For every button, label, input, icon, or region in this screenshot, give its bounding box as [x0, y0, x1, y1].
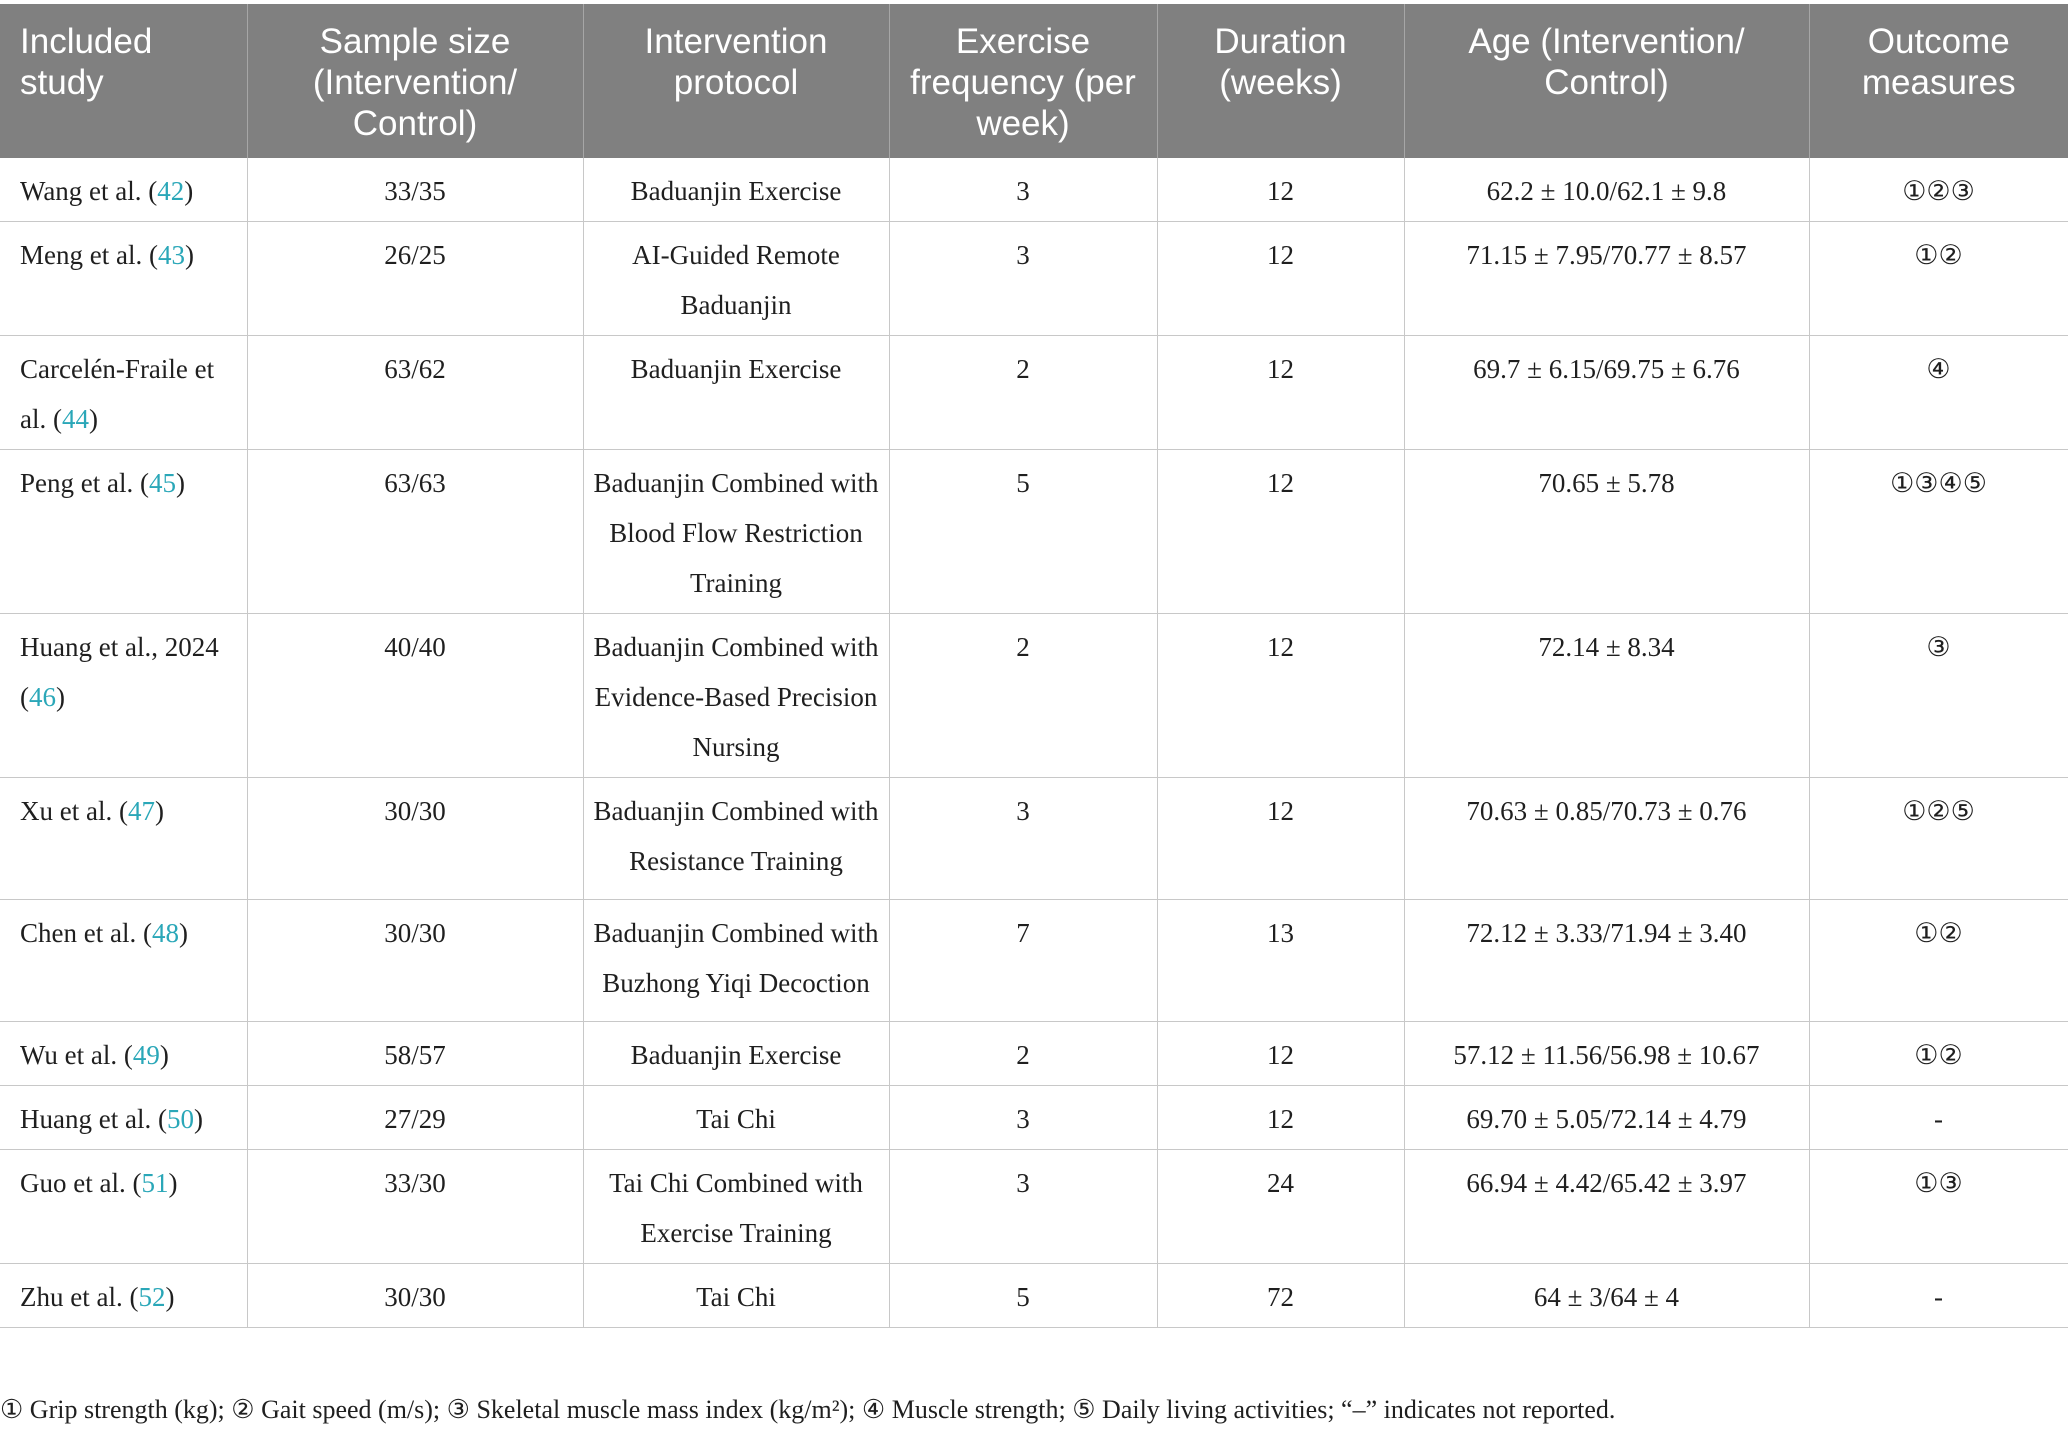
cell-duration: 72 — [1157, 1264, 1404, 1328]
cell-sample-size: 27/29 — [247, 1086, 583, 1150]
cell-age: 69.70 ± 5.05/72.14 ± 4.79 — [1404, 1086, 1809, 1150]
cell-age: 64 ± 3/64 ± 4 — [1404, 1264, 1809, 1328]
study-name: Guo et al. — [20, 1168, 126, 1198]
ref-close-paren: ) — [165, 1282, 175, 1312]
cell-sample-size: 30/30 — [247, 1264, 583, 1328]
reference-link[interactable]: 47 — [127, 796, 155, 826]
cell-exercise-frequency: 3 — [889, 1150, 1157, 1264]
cell-sample-size: 26/25 — [247, 222, 583, 336]
cell-duration: 12 — [1157, 1086, 1404, 1150]
ref-close-paren: ) — [89, 404, 98, 434]
header-duration: Duration (weeks) — [1157, 4, 1404, 158]
cell-sample-size: 30/30 — [247, 778, 583, 900]
cell-age: 62.2 ± 10.0/62.1 ± 9.8 — [1404, 158, 1809, 222]
ref-open-paren: ( — [117, 1040, 133, 1070]
cell-duration: 24 — [1157, 1150, 1404, 1264]
reference-link[interactable]: 48 — [151, 918, 179, 948]
ref-open-paren: ( — [112, 796, 128, 826]
cell-age: 69.7 ± 6.15/69.75 ± 6.76 — [1404, 336, 1809, 450]
study-name: Wu et al. — [20, 1040, 118, 1070]
cell-exercise-frequency: 2 — [889, 1022, 1157, 1086]
cell-intervention-protocol: Baduanjin Combined with Buzhong Yiqi Decoction — [583, 900, 889, 1022]
header-intervention-protocol: Intervention protocol — [583, 4, 889, 158]
cell-age: 70.63 ± 0.85/70.73 ± 0.76 — [1404, 778, 1809, 900]
cell-included-study — [0, 778, 247, 900]
cell-exercise-frequency: 3 — [889, 1086, 1157, 1150]
reference-link[interactable]: 50 — [166, 1104, 194, 1134]
ref-open-paren: ( — [136, 918, 152, 948]
cell-duration: 12 — [1157, 450, 1404, 614]
cell-age: 72.14 ± 8.34 — [1404, 614, 1809, 778]
cell-included-study — [0, 450, 247, 614]
table-body — [0, 158, 2068, 1328]
cell-intervention-protocol: Baduanjin Exercise — [583, 1022, 889, 1086]
study-name: Xu et al. — [20, 796, 113, 826]
table-row — [0, 158, 2068, 222]
cell-included-study — [0, 614, 247, 778]
cell-intervention-protocol: Baduanjin Combined with Resistance Training — [583, 778, 889, 900]
cell-intervention-protocol: Tai Chi — [583, 1264, 889, 1328]
cell-outcome-measures: - — [1809, 1086, 2068, 1150]
table-row — [0, 900, 2068, 1022]
ref-open-paren: ( — [122, 1282, 139, 1312]
cell-sample-size: 33/30 — [247, 1150, 583, 1264]
cell-exercise-frequency: 3 — [889, 158, 1157, 222]
cell-included-study — [0, 222, 247, 336]
table-row — [0, 1150, 2068, 1264]
ref-open-paren: ( — [142, 240, 158, 270]
cell-included-study — [0, 900, 247, 1022]
cell-age: 66.94 ± 4.42/65.42 ± 3.97 — [1404, 1150, 1809, 1264]
ref-close-paren: ) — [56, 682, 65, 712]
study-name: Huang et al., 2024 — [20, 632, 219, 662]
cell-outcome-measures: ①③ — [1809, 1150, 2068, 1264]
cell-included-study — [0, 1264, 247, 1328]
table-row — [0, 336, 2068, 450]
cell-exercise-frequency: 5 — [889, 450, 1157, 614]
cell-included-study — [0, 1086, 247, 1150]
cell-included-study — [0, 336, 247, 450]
ref-open-paren: ( — [46, 404, 62, 434]
ref-open-paren: ( — [133, 468, 149, 498]
reference-link[interactable]: 51 — [141, 1168, 169, 1198]
ref-close-paren: ) — [184, 176, 194, 206]
table-row — [0, 1022, 2068, 1086]
table-row — [0, 1086, 2068, 1150]
studies-table — [0, 4, 2068, 1328]
reference-link[interactable]: 42 — [157, 176, 185, 206]
cell-outcome-measures: - — [1809, 1264, 2068, 1328]
cell-included-study — [0, 1022, 247, 1086]
cell-duration: 13 — [1157, 900, 1404, 1022]
cell-sample-size: 30/30 — [247, 900, 583, 1022]
cell-duration: 12 — [1157, 222, 1404, 336]
cell-outcome-measures: ①② — [1809, 900, 2068, 1022]
cell-exercise-frequency: 5 — [889, 1264, 1157, 1328]
cell-outcome-measures: ①② — [1809, 1022, 2068, 1086]
cell-outcome-measures: ①③④⑤ — [1809, 450, 2068, 614]
cell-outcome-measures: ①②⑤ — [1809, 778, 2068, 900]
ref-open-paren: ( — [125, 1168, 142, 1198]
cell-sample-size: 63/62 — [247, 336, 583, 450]
header-included-study: Included study — [0, 4, 247, 158]
reference-link[interactable]: 45 — [148, 468, 176, 498]
ref-close-paren: ) — [154, 796, 164, 826]
table-row — [0, 1264, 2068, 1328]
cell-intervention-protocol: Tai Chi Combined with Exercise Training — [583, 1150, 889, 1264]
cell-exercise-frequency: 7 — [889, 900, 1157, 1022]
cell-age: 71.15 ± 7.95/70.77 ± 8.57 — [1404, 222, 1809, 336]
cell-sample-size: 40/40 — [247, 614, 583, 778]
ref-close-paren: ) — [193, 1104, 203, 1134]
header-age: Age (Intervention/ Control) — [1404, 4, 1809, 158]
ref-close-paren: ) — [178, 918, 188, 948]
study-name: Carcelén-Fraile et al. — [20, 354, 215, 434]
cell-intervention-protocol: Baduanjin Exercise — [583, 336, 889, 450]
study-name: Peng et al. — [20, 468, 134, 498]
cell-duration: 12 — [1157, 778, 1404, 900]
cell-outcome-measures: ③ — [1809, 614, 2068, 778]
cell-included-study — [0, 1150, 247, 1264]
ref-close-paren: ) — [159, 1040, 169, 1070]
cell-exercise-frequency: 3 — [889, 778, 1157, 900]
ref-open-paren: ( — [141, 176, 158, 206]
cell-intervention-protocol: Baduanjin Combined with Evidence-Based Precision Nursing — [583, 614, 889, 778]
table-header — [0, 4, 2068, 158]
reference-link[interactable]: 43 — [157, 240, 185, 270]
study-name: Zhu et al. — [20, 1282, 123, 1312]
cell-outcome-measures: ①② — [1809, 222, 2068, 336]
table-row — [0, 614, 2068, 778]
cell-exercise-frequency: 2 — [889, 336, 1157, 450]
cell-outcome-measures: ④ — [1809, 336, 2068, 450]
cell-age: 57.12 ± 11.56/56.98 ± 10.67 — [1404, 1022, 1809, 1086]
table-row — [0, 222, 2068, 336]
cell-duration: 12 — [1157, 336, 1404, 450]
header-sample-size: Sample size (Intervention/ Control) — [247, 4, 583, 158]
table-footnote: ① Grip strength (kg); ② Gait speed (m/s); ③ Skeletal muscle mass index (kg/m²); ④ Muscle strength; ⑤ Daily living activities; “–” indicates not reported. — [0, 1395, 1616, 1424]
table-row — [0, 450, 2068, 614]
cell-intervention-protocol: AI-Guided Remote Baduanjin — [583, 222, 889, 336]
cell-age: 72.12 ± 3.33/71.94 ± 3.40 — [1404, 900, 1809, 1022]
ref-close-paren: ) — [175, 468, 185, 498]
study-name: Chen et al. — [20, 918, 137, 948]
header-outcome-measures: Outcome measures — [1809, 4, 2068, 158]
ref-open-paren: ( — [20, 682, 29, 712]
cell-duration: 12 — [1157, 614, 1404, 778]
cell-exercise-frequency: 3 — [889, 222, 1157, 336]
reference-link[interactable]: 49 — [132, 1040, 160, 1070]
cell-intervention-protocol: Baduanjin Combined with Blood Flow Restriction Training — [583, 450, 889, 614]
header-exercise-frequency: Exercise frequency (per week) — [889, 4, 1157, 158]
cell-sample-size: 63/63 — [247, 450, 583, 614]
cell-exercise-frequency: 2 — [889, 614, 1157, 778]
cell-duration: 12 — [1157, 1022, 1404, 1086]
cell-intervention-protocol: Baduanjin Exercise — [583, 158, 889, 222]
cell-age: 70.65 ± 5.78 — [1404, 450, 1809, 614]
study-name: Wang et al. — [20, 176, 142, 206]
cell-outcome-measures: ①②③ — [1809, 158, 2068, 222]
study-name: Huang et al. — [20, 1104, 152, 1134]
reference-link[interactable]: 46 — [29, 682, 56, 712]
cell-included-study — [0, 158, 247, 222]
cell-duration: 12 — [1157, 158, 1404, 222]
reference-link[interactable]: 52 — [138, 1282, 166, 1312]
table-row — [0, 778, 2068, 900]
cell-intervention-protocol: Tai Chi — [583, 1086, 889, 1150]
ref-open-paren: ( — [151, 1104, 167, 1134]
cell-sample-size: 58/57 — [247, 1022, 583, 1086]
ref-close-paren: ) — [168, 1168, 178, 1198]
reference-link[interactable]: 44 — [62, 404, 89, 434]
ref-close-paren: ) — [184, 240, 194, 270]
cell-sample-size: 33/35 — [247, 158, 583, 222]
study-name: Meng et al. — [20, 240, 143, 270]
